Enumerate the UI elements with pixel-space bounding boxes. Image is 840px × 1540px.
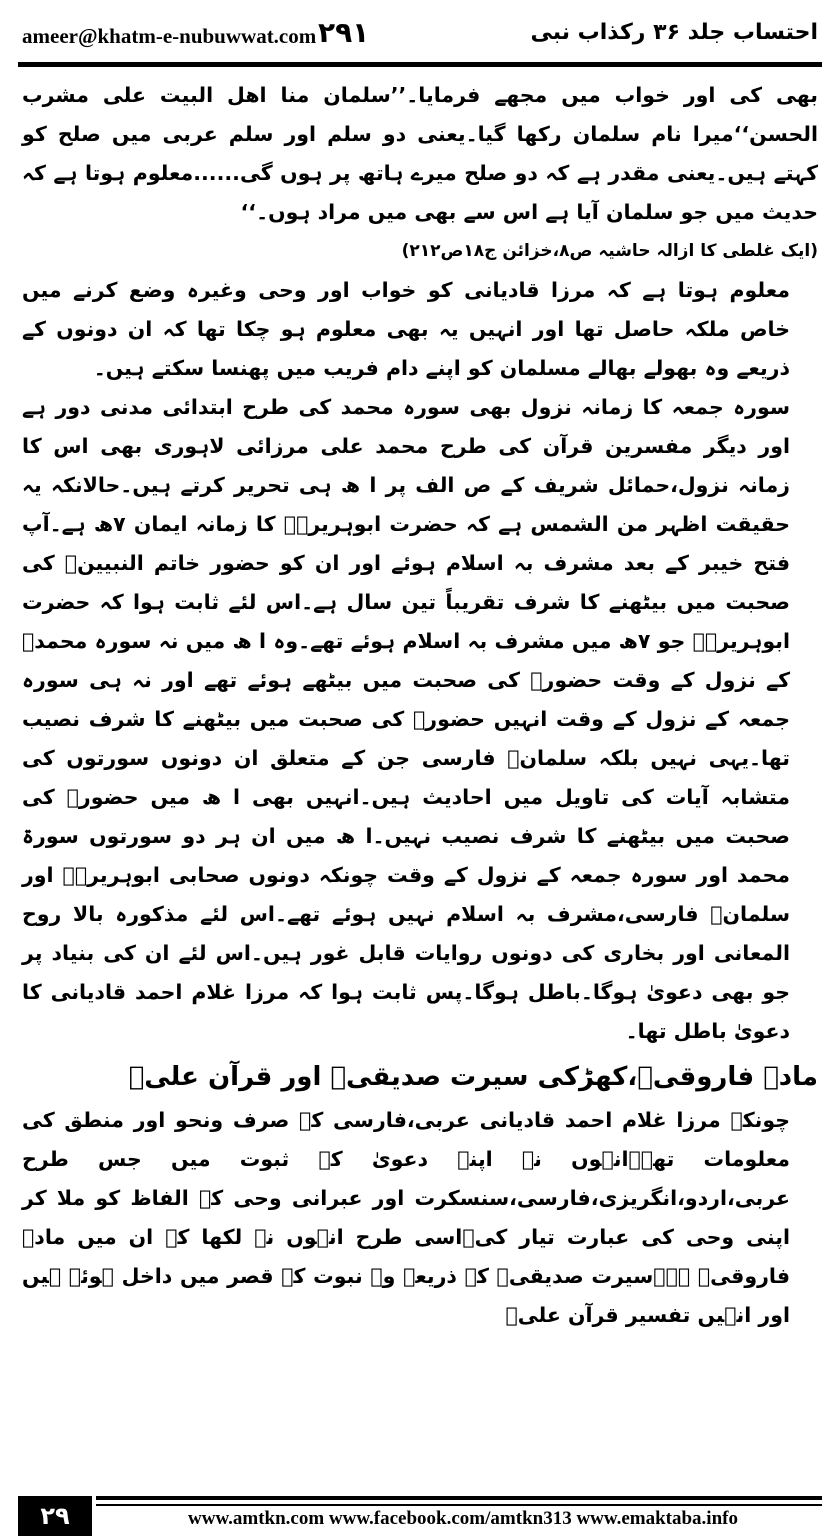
reference-citation: (ایک غلطی کا ازالہ حاشیہ ص۸،خزائن ج۱۸ص۲۱۲) bbox=[401, 241, 818, 261]
paragraph-3: سورہ جمعہ کا زمانہ نزول بھی سورہ محمد کی طرح ابتدائی مدنی دور ہے اور دیگر مفسرین قرآن کی طرح محمد علی مرزائی لاہوری بھی اس کا زمانہ نزول،حمائل شریف کے ص الف پر ا ھ ہی تحریر کرتے ہیں۔حالانکہ یہ حقیقت اظہر من الشمس ہے کہ حضرت ابوہریرہؓ کا زمانہ ایمان ۷ھ ہے۔آپ فتح خیبر کے بعد مشرف بہ اسلام ہوئے اور ان کو حضور خاتم النبیینﷺ کی صحبت میں بیٹھنے کا شرف تقریباً تین سال ہے۔اس لئے ثابت ہوا کہ حضرت ابوہریرہؓ جو ۷ھ میں مشرف بہ اسلام ہوئے تھے۔وہ ا ھ میں نہ سورہ محمدؐ کے نزول کے وقت حضورﷺ کی صحبت میں بیٹھے ہوئے تھے اور نہ ہی سورہ جمعہ کے نزول کے وقت انہیں حضورﷺ کی صحبت میں بیٹھنے کا شرف نصیب تھا۔یہی نہیں بلکہ سلمانؓ فارسی جن کے متعلق ان دونوں سورتوں کی متشابہ آیات کی تاویل میں احادیث ہیں۔انہیں بھی ا ھ میں حضورﷺ کی صحبت میں بیٹھنے کا شرف نصیب نہیں۔ا ھ میں ان ہر دو سورتوں سورۃ محمد اور سورہ جمعہ کے نزول کے وقت چونکہ دونوں صحابی ابوہریرہؓ اور سلمانؓ فارسی،مشرف بہ اسلام نہیں ہوئے تھے۔اس لئے مذکورہ بالا روح المعانی اور بخاری کی دونوں روایات قابل غور ہیں۔اس لئے ان کی بنیاد پر جو بھی دعویٰ ہوگا۔باطل ہوگا۔پس ثابت ہوا کہ مرزا غلام احمد قادیانی کا دعویٰ باطل تھا۔ bbox=[22, 395, 791, 1043]
footer-rule-thin bbox=[96, 1504, 822, 1506]
body-text bbox=[22, 76, 818, 1335]
page-footer bbox=[18, 1496, 822, 1536]
header-page-number: ۲۹۱ bbox=[318, 16, 370, 49]
section-heading: مادۂ فاروقیؓ،کھڑکی سیرت صدیقیؓ اور قرآن علیؓ bbox=[128, 1062, 818, 1092]
paragraph-4: چونکہ مرزا غلام احمد قادیانی عربی،فارسی کے صرف ونحو اور منطق کی معلومات تھے۔انہوں نے اپنے دعویٰ کے ثبوت میں جس طرح عربی،اردو،انگریزی،فارسی،سنسکرت اور عبرانی وحی کے الفاظ کو ملا کر اپنی وحی کی عبارت تیار کی۔اسی طرح انہوں نے لکھا کہ ان میں مادۂ فاروقیؓ ہے۔سیرت صدیقیؓ کے ذریعے وہ نبوت کے قصر میں داخل ہوئے ہیں اور انہیں تفسیر قرآن علیؓ bbox=[22, 1108, 790, 1327]
header-rule bbox=[18, 62, 822, 67]
footer-links: www.amtkn.com www.facebook.com/amtkn313 www.emaktaba.info bbox=[188, 1508, 738, 1529]
paragraph-2: معلوم ہوتا ہے کہ مرزا قادیانی کو خواب اور وحی وغیرہ وضع کرنے میں خاص ملکہ حاصل تھا اور انہیں یہ بھی معلوم ہو چکا تھا کہ ان دونوں کے ذریعے وہ بھولے بھالے مسلمان کو اپنے دام فریب میں پھنسا سکتے ہیں۔ bbox=[22, 278, 790, 380]
header-email: ameer@khatm-e-nubuwwat.com bbox=[22, 24, 317, 48]
footer-page-number: ۲۹ bbox=[18, 1496, 92, 1536]
paragraph-quote: بھی کی اور خواب میں مجھے فرمایا۔’’سلمان منا اھل البیت علی مشرب الحسن‘‘میرا نام سلمان رکھا گیا۔یعنی دو سلم اور سلم عربی میں صلح کو کہتے ہیں۔یعنی مقدر ہے کہ دو صلح میرے ہاتھ پر ہوں گی......معلوم ہوتا ہے کہ حدیث میں جو سلمان آیا ہے اس سے بھی میں مراد ہوں۔‘‘ bbox=[22, 83, 818, 224]
footer-rule-thick bbox=[96, 1496, 822, 1500]
header-title: احتساب جلد ۳۶ رکذاب نبی bbox=[530, 20, 818, 45]
page-header bbox=[18, 14, 822, 58]
